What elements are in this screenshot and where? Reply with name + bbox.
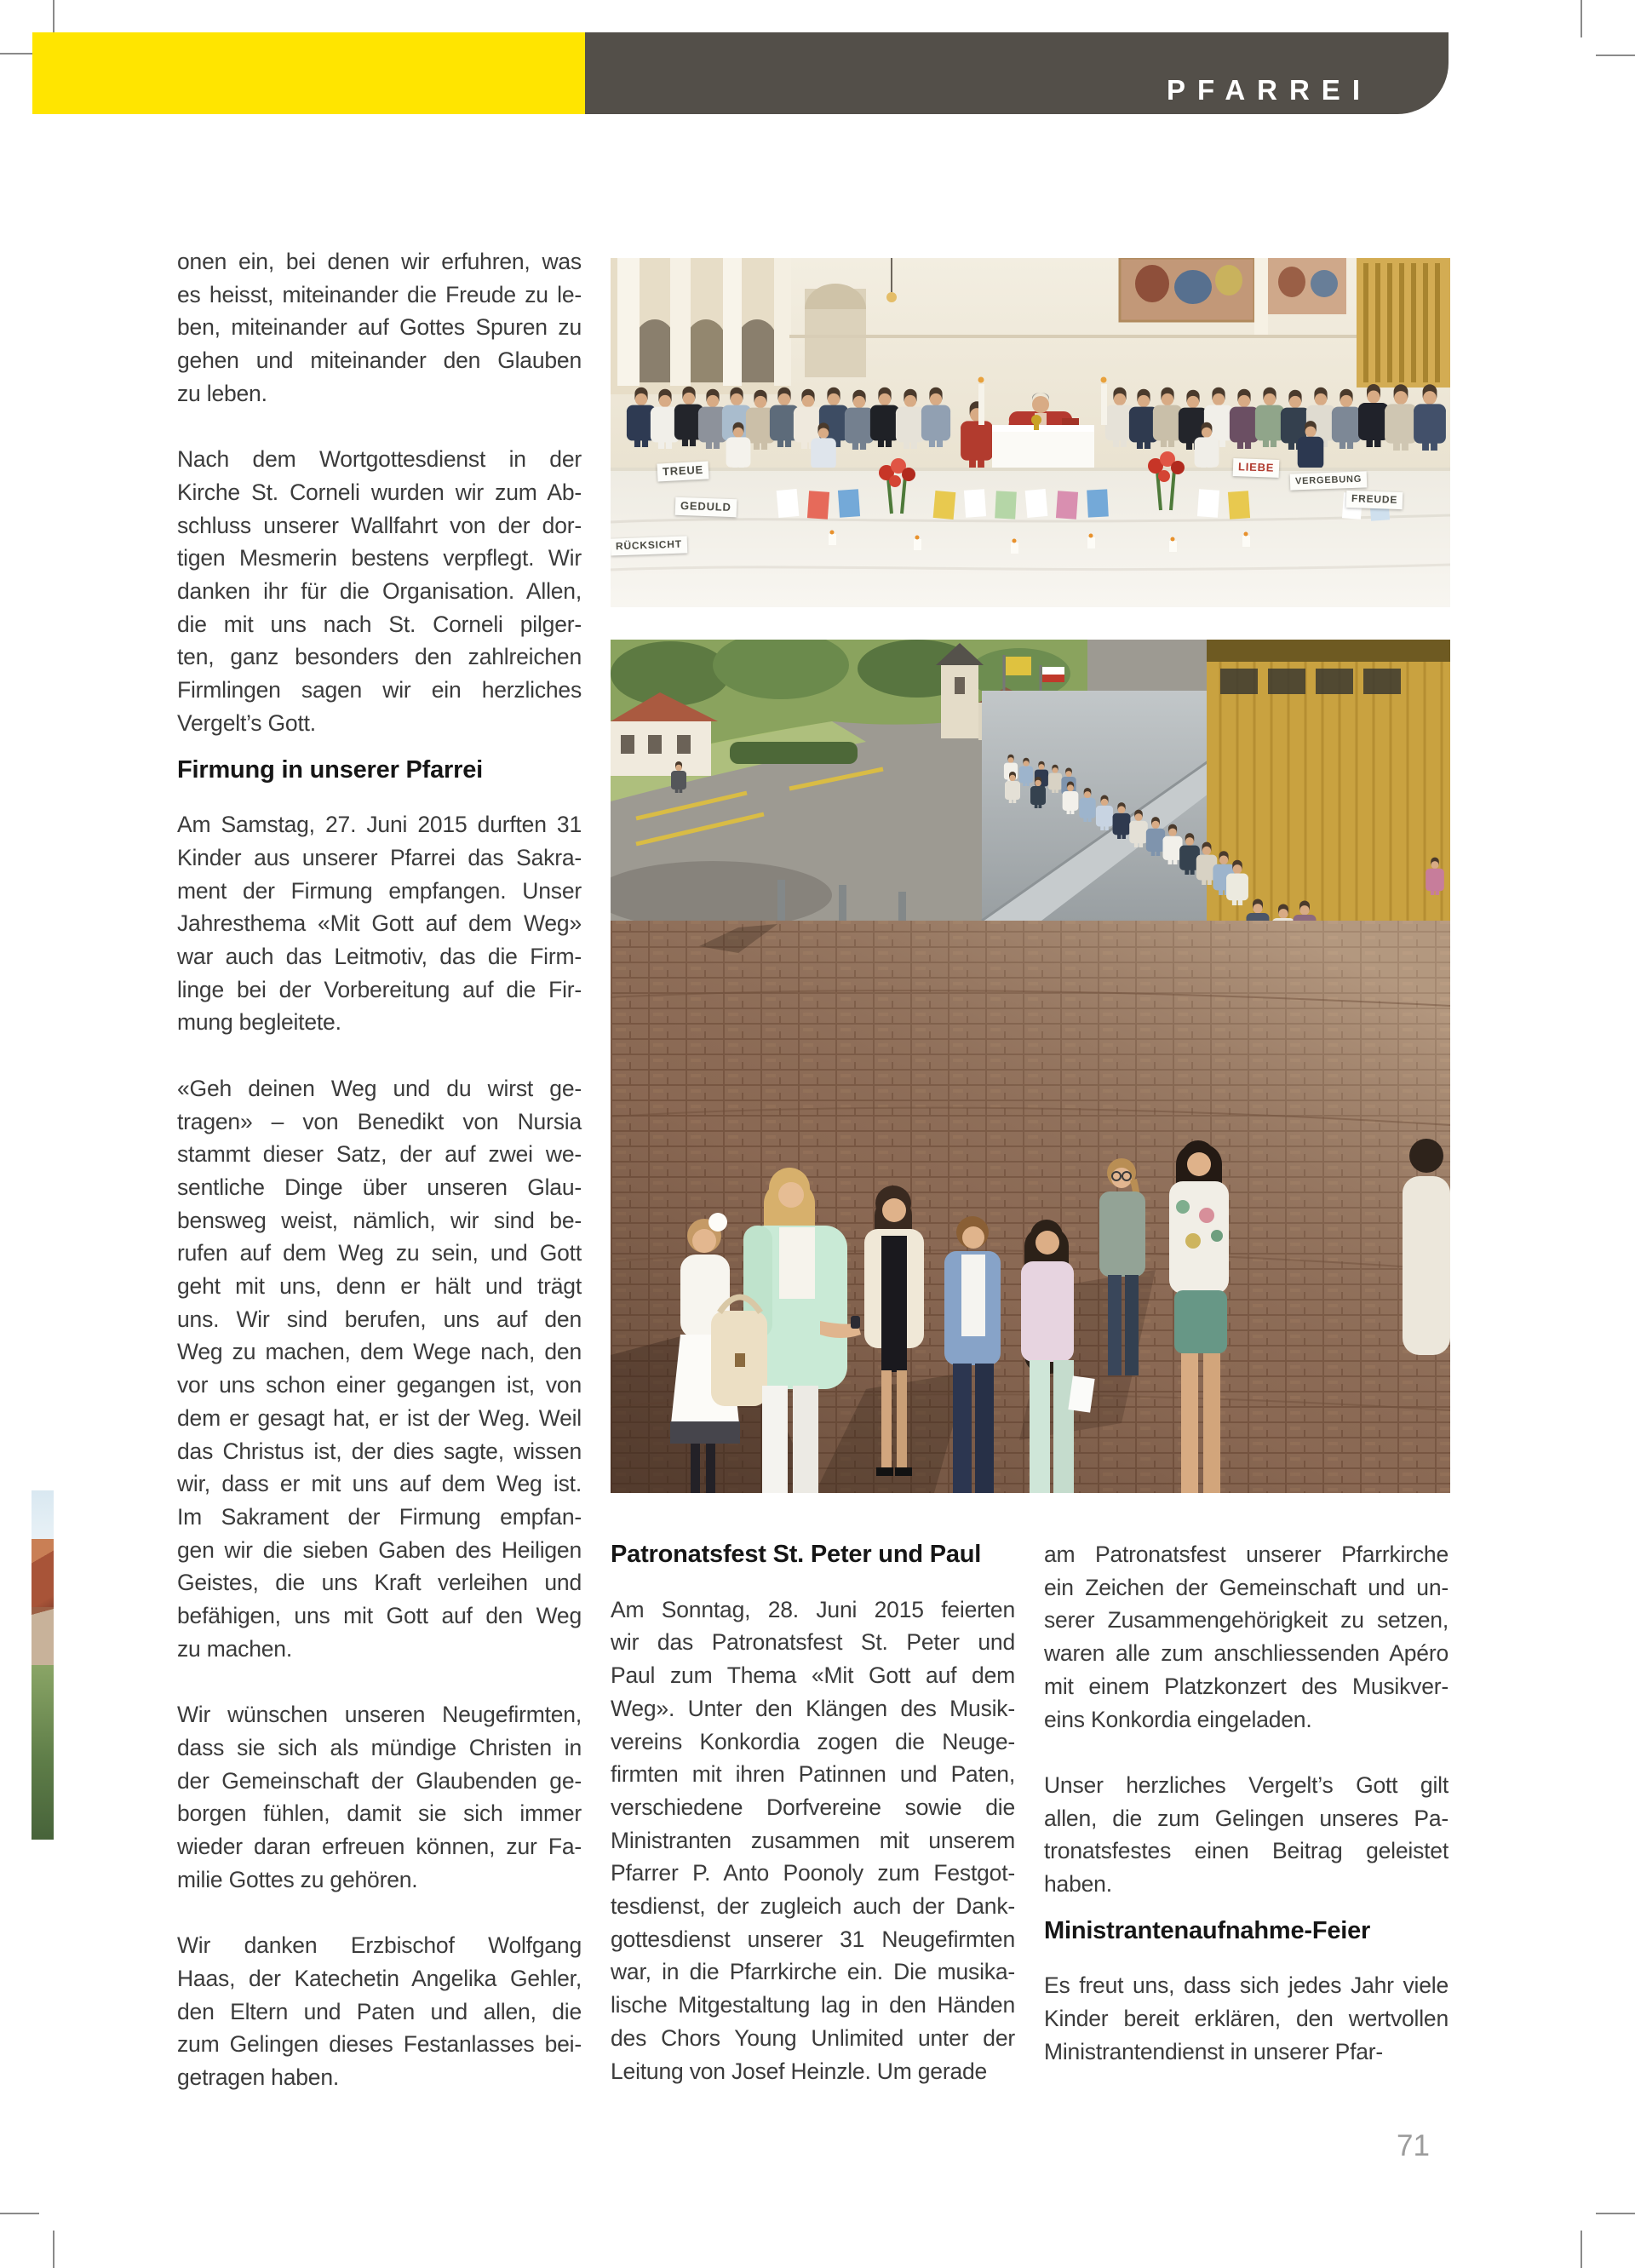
crop-mark-bottom-right-h: [1596, 2213, 1635, 2214]
paragraph-dank: Wir danken Erzbischof Wolfgang Haas, der Katechetin Angelika Gehler, den Eltern und Paten und allen, die zum Gelingen dieses Festanlasses bei- getragen haben.: [177, 1932, 582, 2090]
crop-mark-bottom-left-v: [53, 2231, 54, 2268]
virtue-card-treue: TREUE: [657, 461, 708, 481]
photo-confirmation-church: [611, 258, 1450, 607]
paragraph-firmung-intro: Am Samstag, 27. Juni 2015 durften 31 Kinder aus unserer Pfarrei das Sakra- ment der Firmung empfangen. Unser Jahresthema «Mit Gott auf dem Weg» war auch das Leitmotiv, das die Firm- linge bei der Vorbereitung auf die Fir- mung begleitete.: [177, 812, 582, 1036]
photo-procession-patronatsfest: [611, 640, 1450, 1493]
header-yellow-bar: [32, 32, 585, 114]
paragraph-ministranten: Es freut uns, dass sich jedes Jahr viele Kinder bereit erklären, den wertvollen Ministrantendienst in unserer Pfar-: [1044, 1972, 1449, 2064]
header-section-bar: [585, 32, 1449, 114]
column-1: [177, 245, 582, 2094]
column-2: [611, 1538, 1015, 2087]
left-edge-photo-strip: [32, 1490, 54, 1840]
strip-roof: [32, 1539, 54, 1607]
virtue-card-freude: FREUDE: [1346, 491, 1403, 509]
column-3: [1044, 1538, 1449, 2069]
paragraph-patronatsfest: Am Sonntag, 28. Juni 2015 feierten wir das Patronatsfest St. Peter und Paul zum Thema «Mit Gott auf dem Weg». Unter den Klängen des Musik- vereins Konkordia zogen die Neuge- firmten mit ihren Patinnen und Paten, verschiedene Dorfvereine sowie die Ministranten zusammen mit unserem Pfarrer P. Anto Poonoly zum Festgot- tesdienst, der zugleich auch der Dank- gottesdienst unserer 31 Neugefirmten war, in die Pfarrkirche ein. Die musika- lische Mitgestaltung lag in den Händen des Chors Young Unlimited unter der Leitung von Josef Heinzle. Um gerade: [611, 1596, 1015, 2084]
virtue-card-geduld: GEDULD: [675, 497, 737, 517]
virtue-card-vergebung: VERGEBUNG: [1290, 471, 1368, 490]
strip-sky: [32, 1490, 54, 1539]
crop-mark-bottom-right-v: [1580, 2231, 1582, 2268]
heading-ministranten: Ministrantenaufnahme-Feier: [1044, 1916, 1371, 1944]
virtue-card-liebe: LIEBE: [1233, 458, 1280, 478]
paragraph-apero: am Patronatsfest unserer Pfarrkirche ein Zeichen der Gemeinschaft und un- serer Zusammengehörigkeit zu setzen, waren alle zum anschliessenden Apéro mit einem Platzkonzert des Musikver- eins Konkordia eingeladen.: [1044, 1542, 1449, 1732]
paragraph-wallfahrt: Nach dem Wortgottesdienst in der Kirche St. Corneli wurden wir zum Ab- schluss unserer Wallfahrt von der dor- tigen Mesmerin bestens verpflegt. Wir danken ihr für die Organisation. Allen, die mit uns nach St. Corneli pilger- ten, ganz besonders den zahlreichen Firmlingen sagen wir ein herzliches Vergelt’s Gott.: [177, 446, 582, 736]
crop-mark-top-right-v: [1580, 0, 1582, 37]
heading-firmung: Firmung in unserer Pfarrei: [177, 755, 483, 784]
heading-patronatsfest: Patronatsfest St. Peter und Paul: [611, 1541, 982, 1568]
crop-mark-top-right-h: [1596, 55, 1635, 56]
strip-greenery: [32, 1665, 54, 1840]
crop-mark-bottom-left-h: [0, 2213, 39, 2214]
virtue-card-ruecksicht: RÜCKSICHT: [611, 536, 687, 555]
strip-wall: [32, 1607, 54, 1665]
paragraph-geh-deinen-weg: «Geh deinen Weg und du wirst ge- tragen» – von Benedikt von Nursia stammt dieser Satz, der auf zwei we- sentliche Dinge über unseren Glau- bensweg weist, nämlich, wir sind be- rufen auf dem Weg zu sein, und Gott geht mit uns, denn er hält und trägt uns. Wir sind berufen, uns auf den Weg zu machen, dem Wege nach, den vor uns schon einer gegangen ist, von dem er gesagt hat, er ist der Weg. Weil das Christus ist, der dies sagte, wissen wir, dass er mit uns auf dem Weg ist. Im Sakrament der Firmung empfan- gen wir die sieben Gaben des Heiligen Geistes, die uns Kraft verleihen und befähigen, uns mit Gott auf den Weg zu machen.: [177, 1075, 582, 1662]
church-interior-graphic: [611, 258, 1450, 607]
page-number: 71: [1397, 2129, 1430, 2162]
procession-graphic: [611, 640, 1450, 1493]
paragraph-continuation: onen ein, bei denen wir erfuhren, was es heisst, miteinander die Freude zu le- ben, miteinander auf Gottes Spuren zu gehen und miteinander den Glauben zu leben.: [177, 249, 582, 406]
paragraph-wunsch: Wir wünschen unseren Neugefirmten, dass sie sich als mündige Christen in der Gemeinschaft der Glaubenden ge- borgen fühlen, damit sie sich immer wieder daran erfreuen können, zur Fa- milie Gottes zu gehören.: [177, 1702, 582, 1892]
paragraph-vergelts-gott: Unser herzliches Vergelt’s Gott gilt allen, die zum Gelingen unseres Pa- tronatsfestes einen Beitrag geleistet haben.: [1044, 1771, 1449, 1898]
section-label: PFARREI: [1166, 74, 1372, 106]
